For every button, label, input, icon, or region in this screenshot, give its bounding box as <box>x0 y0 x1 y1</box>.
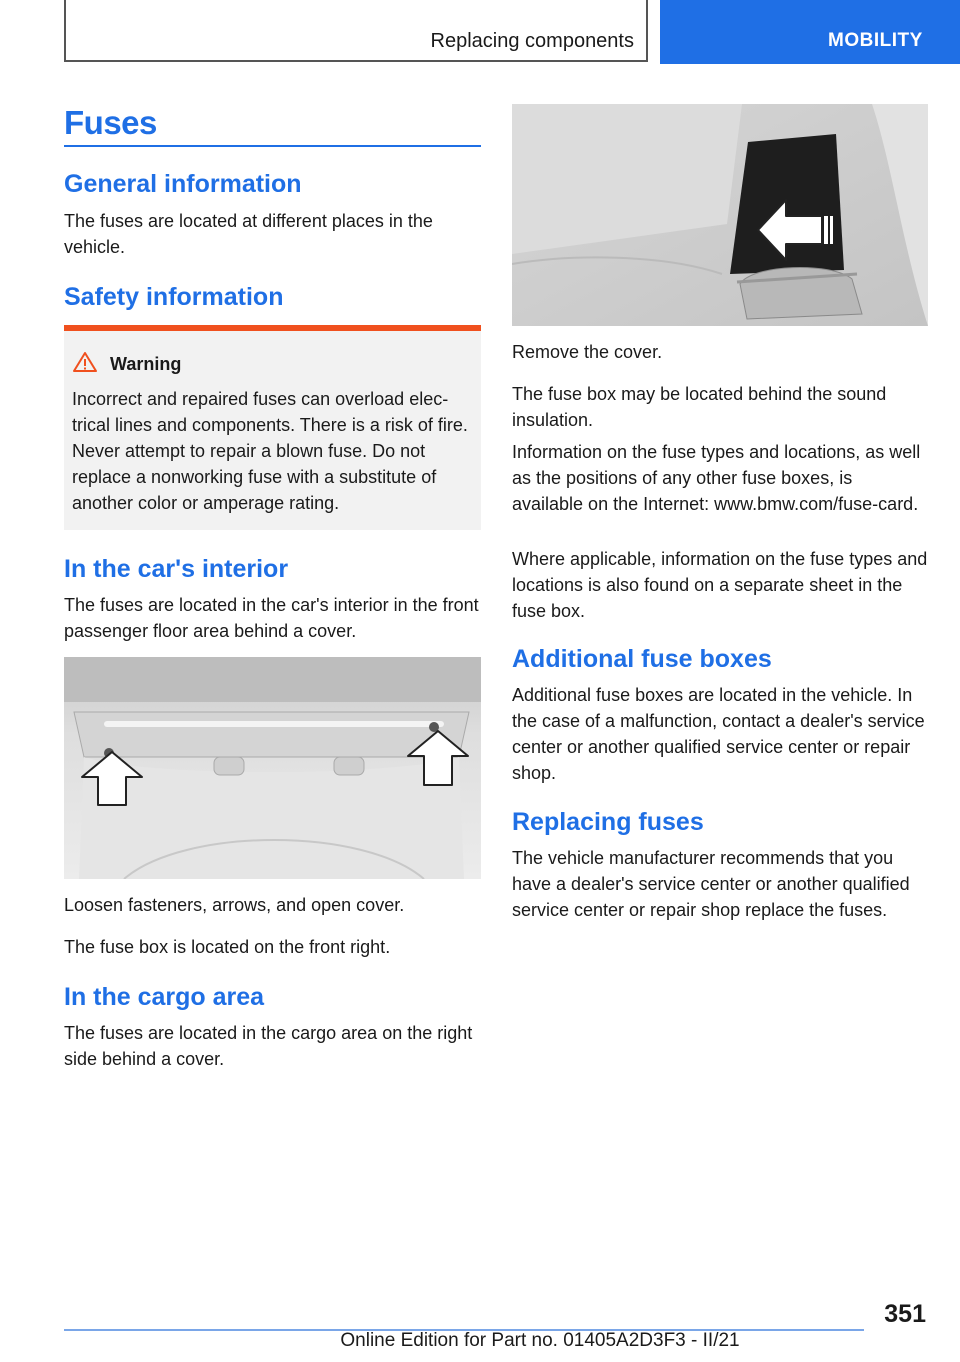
general-heading: General information <box>64 170 302 198</box>
cargo-caption: Remove the cover. <box>512 342 663 362</box>
right-paragraph-2: Information on the fuse types and locations, as well as the positions of any other fuse boxes, is available on the Internet: www.bmw.com/fuse-card. <box>512 442 921 514</box>
edition-line: Online Edition for Part no. 01405A2D3F3 - II/21 <box>340 1330 740 1351</box>
additional-text: Additional fuse boxes are located in the vehicle. In the case of a malfunction, contact a dealer's service center or another qualified service center or repair shop. <box>512 685 925 783</box>
warning-box <box>64 325 481 530</box>
replacing-text: The vehicle manufacturer recommends that you have a dealer's service center or another qualified service center or repair shop replace the fuses. <box>512 848 910 920</box>
interior-note: The fuse box is located on the front right. <box>64 937 391 957</box>
safety-heading: Safety information <box>64 283 284 311</box>
page-title: Fuses <box>64 104 157 141</box>
general-text: The fuses are located at different places in the vehicle. <box>64 211 433 257</box>
right-paragraph-1: The fuse box may be located behind the sound insulation. <box>512 384 887 430</box>
section-title: Replacing components <box>430 30 634 52</box>
warning-title: Warning <box>110 354 182 374</box>
interior-caption: Loosen fasteners, arrows, and open cover. <box>64 895 405 915</box>
cargo-fuse-cover-photo <box>512 104 928 326</box>
interior-text: The fuses are located in the car's interior in the front passenger floor area behind a cover. <box>64 595 479 641</box>
additional-heading: Additional fuse boxes <box>512 645 772 673</box>
chapter-tab: MOBILITY <box>660 0 960 64</box>
replacing-heading: Replacing fuses <box>512 808 704 836</box>
right-paragraph-3: Where applicable, information on the fuse types and locations is also found on a separate sheet in the fuse box. <box>512 549 928 621</box>
title-rule <box>64 145 481 147</box>
interior-heading: In the car's interior <box>64 555 289 583</box>
page-number: 351 <box>884 1300 926 1328</box>
interior-fuse-cover-photo <box>64 657 481 879</box>
warning-icon <box>72 351 98 378</box>
warning-text: Incorrect and repaired fuses can overload electrical lines and components. There is a risk of fire. Never attempt to repair a blown fuse. Do not replace a nonworking fuse with a substitute of another color or amperage rating. <box>72 389 468 513</box>
cargo-text: The fuses are located in the cargo area on the right side behind a cover. <box>64 1023 473 1069</box>
cargo-heading: In the cargo area <box>64 983 265 1011</box>
